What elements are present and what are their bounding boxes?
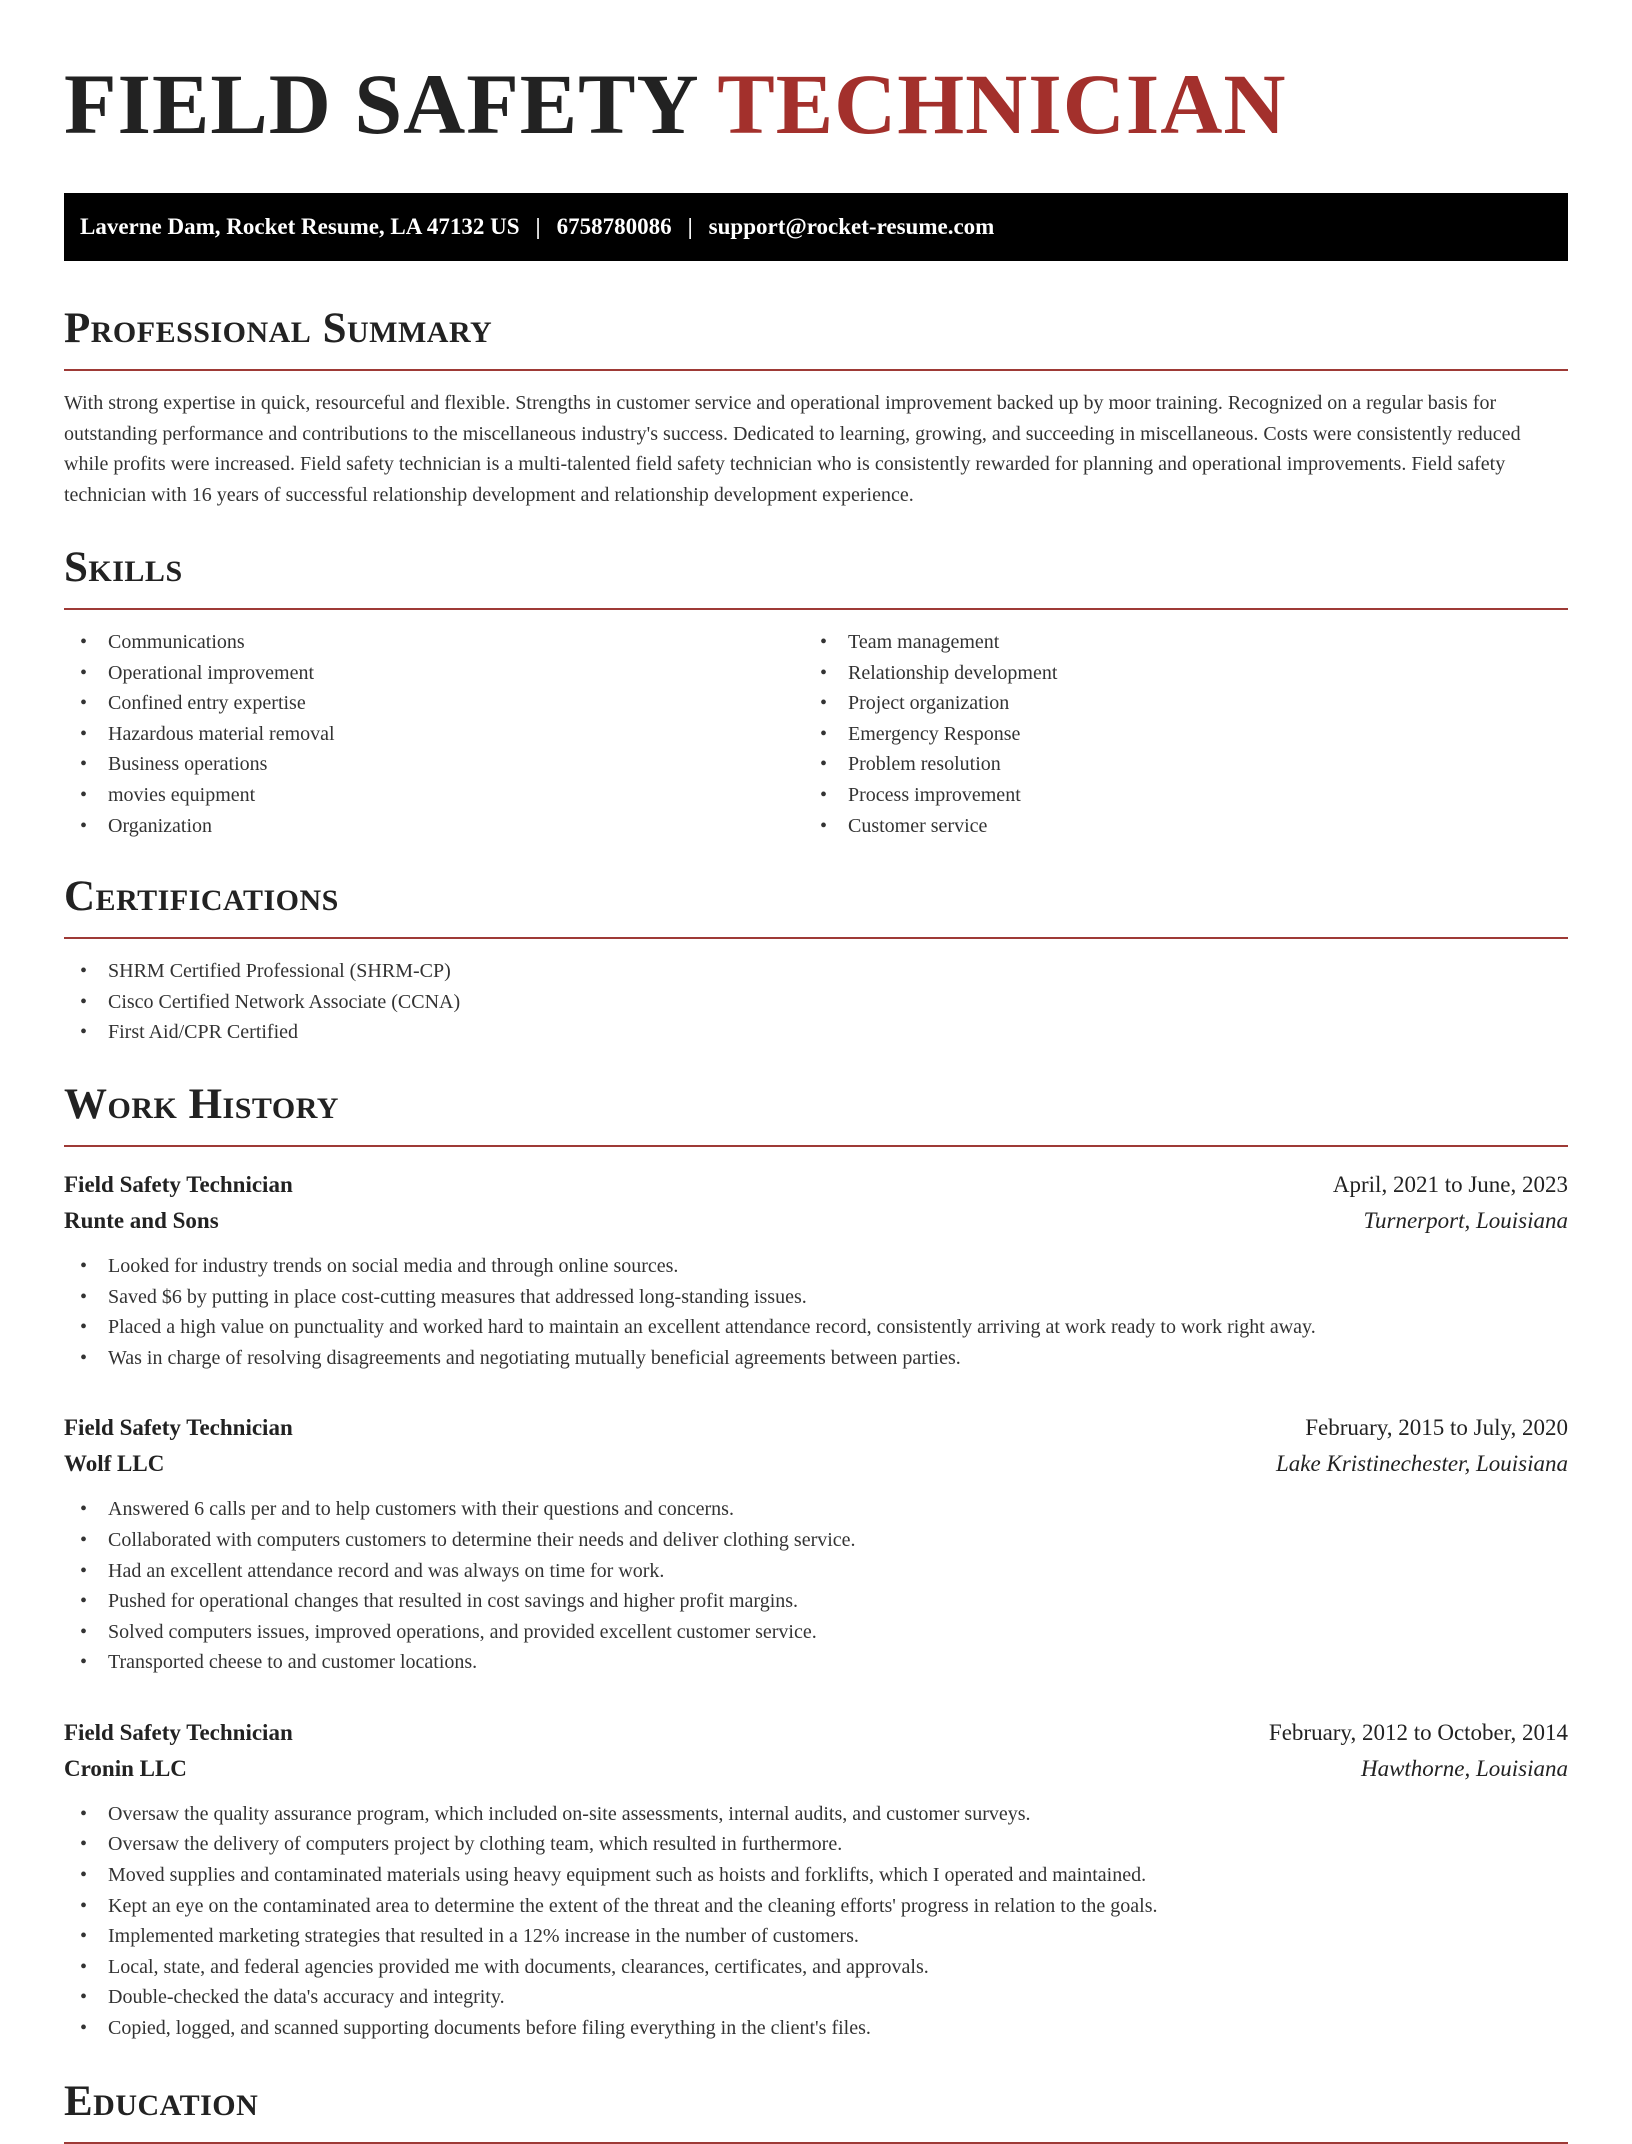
skill-item: • Process improvement xyxy=(804,780,1544,811)
section-divider xyxy=(64,1145,1568,1147)
job-header-row xyxy=(64,1715,1568,1751)
job-header-row xyxy=(64,1167,1568,1203)
job-title: Field Safety Technician xyxy=(64,1171,293,1197)
skills-column-right xyxy=(804,627,1544,841)
summary-heading: Professional Summary xyxy=(64,305,493,352)
resume-name xyxy=(64,0,1568,154)
job-entry xyxy=(64,1715,1568,2044)
job-bullet: • Pushed for operational changes that resulted in cost savings and higher profit margins. xyxy=(64,1586,1568,1617)
contact-separator: | xyxy=(535,214,541,239)
job-bullet: • Placed a high value on punctuality and worked hard to maintain an excellent attendance record, consistently arriving at work ready to work right away. xyxy=(64,1312,1568,1343)
job-bullet: • Kept an eye on the contaminated area to determine the extent of the threat and the cleaning efforts' progress in relation to the goals. xyxy=(64,1891,1568,1922)
job-bullet: • Collaborated with computers customers to determine their needs and deliver clothing service. xyxy=(64,1525,1568,1556)
certification-item: • First Aid/CPR Certified xyxy=(64,1017,1568,1048)
skill-item: • Relationship development xyxy=(804,658,1544,689)
job-bullet: • Copied, logged, and scanned supporting documents before filing everything in the client's files. xyxy=(64,2013,1568,2044)
summary-text: With strong expertise in quick, resourceful and flexible. Strengths in customer service and operational improvement backed up by moor training. Recognized on a regular basis for outstanding performance and contributions to the miscellaneous industry's success. Dedicated to learning, growing, and succeeding in miscellaneous. Costs were consistently reduced while profits were increased. Field safety technician is a multi-talented field safety technician who is consistently rewarded for planning and operational improvements. Field safety technician with 16 years of successful relationship development and relationship development experience. xyxy=(64,392,1521,506)
job-bullet: • Double-checked the data's accuracy and integrity. xyxy=(64,1982,1568,2013)
job-bullet: • Moved supplies and contaminated materials using heavy equipment such as hoists and forklifts, which I operated and maintained. xyxy=(64,1860,1568,1891)
job-employer-row xyxy=(64,1203,1568,1239)
skill-item: • Organization xyxy=(64,811,804,842)
name-last: TECHNICIAN xyxy=(717,56,1287,152)
section-divider xyxy=(64,369,1568,371)
skill-item: • Team management xyxy=(804,627,1544,658)
contact-email: support@rocket-resume.com xyxy=(708,214,995,239)
job-company: Cronin LLC xyxy=(64,1755,187,1781)
job-employer-row xyxy=(64,1751,1568,1787)
job-company: Wolf LLC xyxy=(64,1451,165,1477)
skills-heading: Skills xyxy=(64,544,183,591)
job-dates: February, 2015 to July, 2020 xyxy=(1305,1415,1568,1441)
skill-item: • Project organization xyxy=(804,688,1544,719)
skill-item: • Hazardous material removal xyxy=(64,719,804,750)
work-history-heading: Work History xyxy=(64,1080,339,1128)
job-header-row xyxy=(64,1410,1568,1446)
job-bullet: • Oversaw the delivery of computers project by clothing team, which resulted in furthermore. xyxy=(64,1829,1568,1860)
section-divider xyxy=(64,937,1568,939)
contact-bar xyxy=(64,193,1568,261)
job-bullet: • Was in charge of resolving disagreements and negotiating mutually beneficial agreements between parties. xyxy=(64,1343,1568,1374)
job-location: Hawthorne, Louisiana xyxy=(1360,1755,1568,1781)
skills-column-left xyxy=(64,627,804,841)
certification-item: • SHRM Certified Professional (SHRM-CP) xyxy=(64,956,1568,987)
job-bullet-list xyxy=(64,1799,1568,2044)
job-location: Lake Kristinechester, Louisiana xyxy=(1276,1451,1568,1477)
job-dates: April, 2021 to June, 2023 xyxy=(1332,1171,1568,1197)
job-entry xyxy=(64,1410,1568,1678)
skills-list xyxy=(64,627,1568,841)
job-bullet: • Solved computers issues, improved operations, and provided excellent customer service. xyxy=(64,1617,1568,1648)
job-title: Field Safety Technician xyxy=(64,1719,293,1745)
job-employer-row xyxy=(64,1446,1568,1482)
job-company: Runte and Sons xyxy=(64,1207,219,1233)
job-bullet: • Looked for industry trends on social media and through online sources. xyxy=(64,1251,1568,1282)
job-bullet-list xyxy=(64,1251,1568,1373)
job-dates: February, 2012 to October, 2014 xyxy=(1268,1719,1568,1745)
job-bullet: • Transported cheese to and customer locations. xyxy=(64,1647,1568,1678)
certifications-heading: Certifications xyxy=(64,873,339,921)
job-bullet: • Oversaw the quality assurance program, which included on-site assessments, internal audits, and customer surveys. xyxy=(64,1799,1568,1830)
certification-item: • Cisco Certified Network Associate (CCNA) xyxy=(64,987,1568,1018)
skill-item: • Communications xyxy=(64,627,804,658)
section-divider xyxy=(64,608,1568,610)
job-bullet: • Local, state, and federal agencies provided me with documents, clearances, certificates, and approvals. xyxy=(64,1952,1568,1983)
job-title: Field Safety Technician xyxy=(64,1415,293,1441)
job-bullet-list xyxy=(64,1494,1568,1678)
contact-phone: 6758780086 xyxy=(556,214,672,239)
job-bullet: • Had an excellent attendance record and was always on time for work. xyxy=(64,1556,1568,1587)
section-divider xyxy=(64,2142,1568,2144)
job-bullet: • Answered 6 calls per and to help customers with their questions and concerns. xyxy=(64,1494,1568,1525)
skill-item: • Operational improvement xyxy=(64,658,804,689)
skill-item: • Business operations xyxy=(64,749,804,780)
job-entry xyxy=(64,1167,1568,1373)
job-location: Turnerport, Louisiana xyxy=(1363,1207,1568,1233)
contact-separator: | xyxy=(687,214,693,239)
certifications-list xyxy=(64,956,1568,1048)
contact-address: Laverne Dam, Rocket Resume, LA 47132 US xyxy=(80,214,520,239)
job-bullet: • Implemented marketing strategies that resulted in a 12% increase in the number of customers. xyxy=(64,1921,1568,1952)
skill-item: • Customer service xyxy=(804,811,1544,842)
education-heading: Education xyxy=(64,2077,259,2125)
skill-item: • Emergency Response xyxy=(804,719,1544,750)
name-first: FIELD SAFETY xyxy=(64,56,697,152)
skill-item: • Problem resolution xyxy=(804,749,1544,780)
skill-item: • movies equipment xyxy=(64,780,804,811)
job-bullet: • Saved $6 by putting in place cost-cutting measures that addressed long-standing issues. xyxy=(64,1282,1568,1313)
skill-item: • Confined entry expertise xyxy=(64,688,804,719)
